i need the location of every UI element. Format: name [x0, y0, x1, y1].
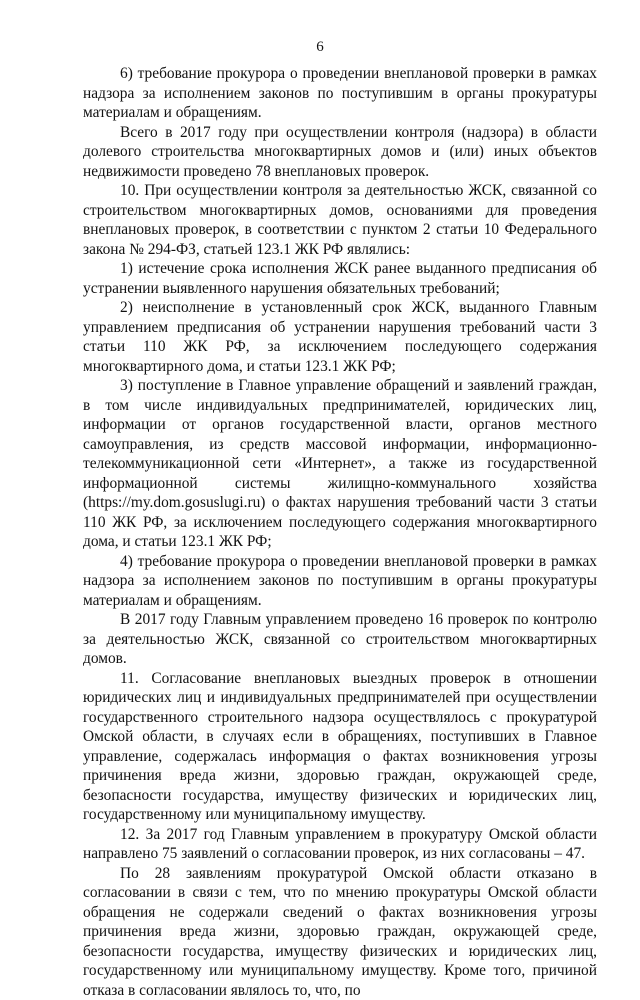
paragraph-item-6-prosecutor-demand: 6) требование прокурора о проведении внеплановой проверки в рамках надзора за исполнением законов по поступившим в органы прокуратуры материалам и обращениям. [83, 64, 597, 123]
paragraph-section-10: 10. При осуществлении контроля за деятельностью ЖСК, связанной со строительством многоквартирных домов, основаниями для проведения внеплановых проверок, в соответствии с пунктом 2 статьи 10 Федерального закона № 294-ФЗ, статьей 123.1 ЖК РФ являлись: [83, 181, 597, 259]
document-body [83, 64, 597, 1000]
paragraph-item-2: 2) неисполнение в установленный срок ЖСК, выданного Главным управлением предписания об устранении нарушения требований части 3 статьи 110 ЖК РФ, за исключением последующего содержания многоквартирного дома, и статьи 123.1 ЖК РФ; [83, 298, 597, 376]
paragraph-section-12: 12. За 2017 год Главным управлением в прокуратуру Омской области направлено 75 заявлений о согласовании проверок, из них согласованы – 47. [83, 825, 597, 864]
paragraph-section-11: 11. Согласование внеплановых выездных проверок в отношении юридических лиц и индивидуальных предпринимателей при осуществлении государственного строительного надзора осуществлялось с прокуратурой Омской области, в случаях если в обращениях, поступивших в Главное управление, содержалась информация о фактах возникновения угрозы причинения вреда жизни, здоровью граждан, окружающей среде, безопасности государства, имуществу физических и юридических лиц, государственному или муниципальному имуществу. [83, 669, 597, 825]
paragraph-item-3: 3) поступление в Главное управление обращений и заявлений граждан, в том числе индивидуальных предпринимателей, юридических лиц, информации от органов государственной власти, органов местного самоуправления, из средств массовой информации, информационно-телекоммуникационной сети «Интернет», а также из государственной информационной системы жилищно-коммунального хозяйства (https://my.dom.gosuslugi.ru) о фактах нарушения требований части 3 статьи 110 ЖК РФ, за исключением последующего содержания многоквартирного дома, и статьи 123.1 ЖК РФ; [83, 376, 597, 552]
paragraph-total-inspections-2017: Всего в 2017 году при осуществлении контроля (надзора) в области долевого строительства многоквартирных домов и (или) иных объектов недвижимости проведено 78 внеплановых проверок. [83, 123, 597, 182]
paragraph-item-1: 1) истечение срока исполнения ЖСК ранее выданного предписания об устранении выявленного нарушения обязательных требований; [83, 259, 597, 298]
page-number: 6 [0, 38, 640, 56]
paragraph-refusals: По 28 заявлениям прокуратурой Омской области отказано в согласовании в связи с тем, что по мнению прокуратуры Омской области обращения не содержали сведений о фактах возникновения угрозы причинения вреда жизни, здоровью граждан, окружающей среде, безопасности государства, имуществу физических и юридических лиц, государственному или муниципальному имуществу. Кроме того, причиной отказа в согласовании являлось то, что, по [83, 864, 597, 1000]
paragraph-zhsk-inspections-2017: В 2017 году Главным управлением проведено 16 проверок по контролю за деятельностью ЖСК, связанной со строительством многоквартирных домов. [83, 610, 597, 669]
paragraph-item-4: 4) требование прокурора о проведении внеплановой проверки в рамках надзора за исполнением законов по поступившим в органы прокуратуры материалам и обращениям. [83, 552, 597, 611]
